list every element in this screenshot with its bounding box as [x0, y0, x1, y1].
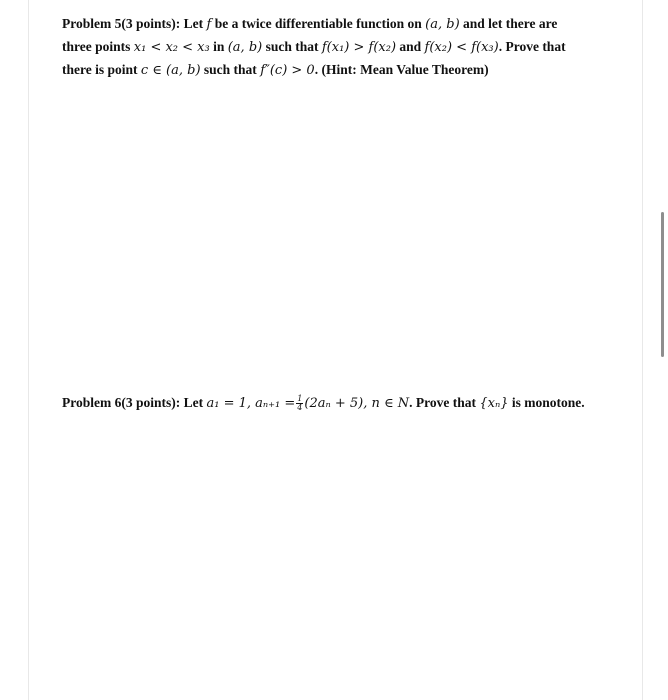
math-f-x1-gt-f-x2: f(x₁) > f(x₂) — [321, 40, 397, 55]
math-ordered-points: x₁ < x₂ < x₃ — [133, 40, 210, 55]
page-left-border — [28, 0, 29, 700]
page-right-border — [642, 0, 643, 700]
problem-5-heading: Problem 5(3 points): — [62, 16, 181, 31]
problem-5 — [62, 13, 622, 82]
math-f-x2-lt-f-x3: f(x₂) < f(x₃) — [424, 40, 499, 55]
math-interval-ab: (a, b) — [425, 17, 460, 32]
problem-6-heading: Problem 6(3 points): — [62, 395, 181, 410]
problem-6-text: Let a₁ = 1, aₙ₊₁ = $\frac{1}{4}$ (2aₙ + 5), n ∈ N. Prove that {xₙ} is monotone. — [183, 394, 585, 413]
math-second-derivative: f″(c) > 0 — [260, 63, 315, 78]
math-c-in-ab: c ∈ (a, b) — [140, 63, 201, 78]
problem-5-text: Let f be a twice differentiable function on (a, b) and let there are three points x₁ < x₂ < x₃ in (a, b) such that f(x₁) > f(x₂) and f(x₂) < f(x₃). Prove that there is point c ∈ (a, b) such that f″(c) > 0. (Hint: Mean Value Theorem) — [62, 16, 566, 78]
math-sequence-definition-end: (2aₙ + 5), n ∈ N — [304, 396, 410, 411]
math-interval-ab-2: (a, b) — [227, 40, 263, 55]
math-sequence-definition-start: a₁ = 1, aₙ₊₁ = — [206, 396, 296, 411]
math-sequence-xn: {xₙ} — [479, 396, 509, 411]
problem-6 — [62, 392, 622, 415]
math-f: f — [206, 17, 212, 32]
math-fraction-one-quarter: $\frac{1}{4}$ — [297, 394, 303, 413]
vertical-scrollbar[interactable] — [661, 212, 664, 357]
